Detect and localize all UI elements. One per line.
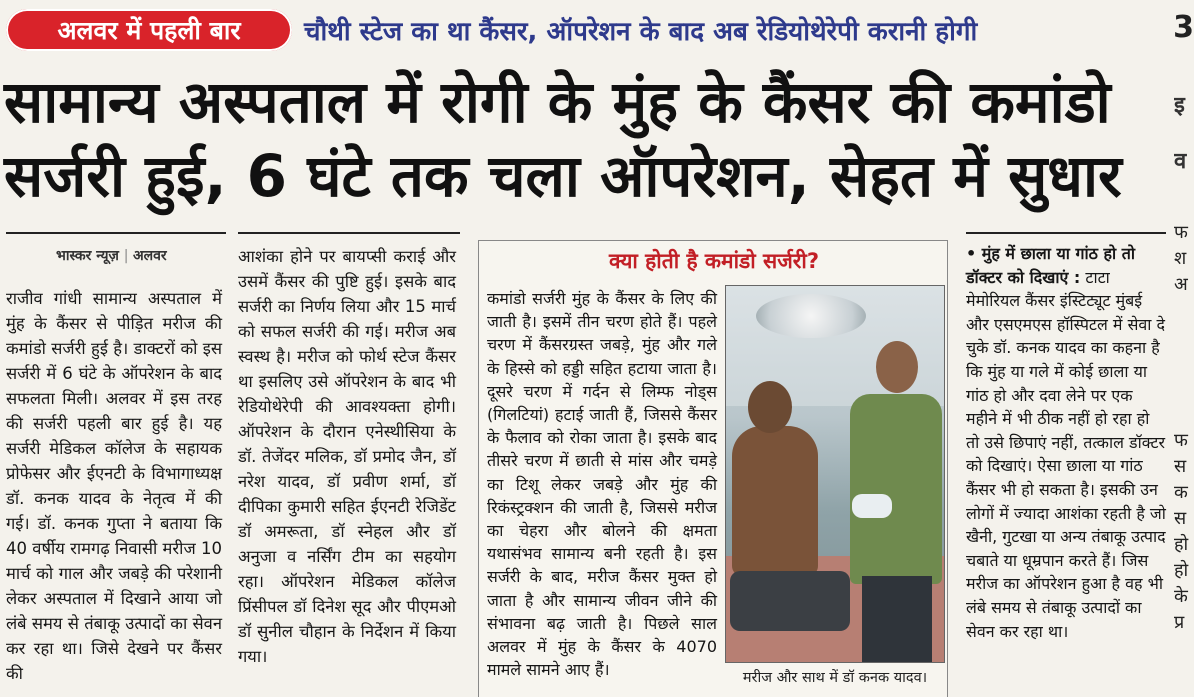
edge-fragment: हो (1174, 534, 1189, 555)
byline-agency: भास्कर न्यूज़ (56, 248, 119, 264)
edge-fragment (1174, 324, 1194, 350)
edge-fragment: फ (1174, 222, 1188, 243)
column-rule (966, 232, 1166, 234)
info-box-text: कमांडो सर्जरी मुंह के कैंसर के लिए की जाती है। इसमें तीन चरण होते हैं। पहले चरण में कैंसरग्रस्त जबड़े, मुंह और गले के हिस्से को हड्डी सहित हटाया जाता है। दूसरे चरण में गर्दन से लिम्फ नोड्स (गिलटियां) हटाई जाती हैं, जिससे कैंसर के फैलाव को रोका जाता है। इसके बाद तीसरे चरण में छाती से मांस और चमड़े का टिशू लेकर जबड़े और मुंह की रिकंस्ट्रक्शन की जाती है, जिससे मरीज का चेहरा और बोलने की क्षमता यथासंभव सामान्य बनी रहती है। इस सर्जरी के बाद, मरीज कैंसर मुक्त हो जाता है और सामान्य जीवन जीने की संभावना बढ़ जाती है। पिछले साल अलवर में मुंह के कैंसर के 4070 मामले सामने आए हैं। (487, 289, 717, 680)
patient-figure (732, 426, 818, 576)
main-headline (0, 66, 1170, 214)
article-column-1: राजीव गांधी सामान्य अस्पताल में मुंह के कैंसर से पीड़ित मरीज की कमांडो सर्जरी हुई है। डाक्टरों को इस सर्जरी में 6 घंटे के ऑपरेशन के बाद सफलता मिली। अलवर में इस तरह की सर्जरी पहली बार हुई है। यह सर्जरी मेडिकल कॉलेज के सहायक प्रोफेसर और ईएनटी के विभागाध्यक्ष डॉ. कनक यादव के नेतृत्व में की गई। डॉ. कनक गुप्ता ने बताया कि 40 वर्षीय रामगढ़ निवासी मरीज 10 मार्च को गाल और जबड़े की परेशानी लेकर अस्पताल में दिखाने आया जो लंबे समय से तंबाकू उत्पादों का सेवन कर रहा था। जिसे देखने पर कैंसर की (6, 289, 222, 683)
edge-fragment (1174, 298, 1194, 324)
info-box-title: क्या होती है कमांडो सर्जरी? (608, 249, 820, 273)
edge-fragment: के (1174, 586, 1188, 607)
edge-fragment: प्र (1174, 612, 1185, 633)
patient-doctor-photo (725, 285, 945, 663)
column-4-lead: • मुंह में छाला या गांठ हो तो डॉक्टर को दिखाएं : (966, 244, 1135, 287)
info-box (478, 240, 948, 697)
edge-fragment (1174, 376, 1194, 402)
edge-letter: व (1174, 149, 1187, 174)
edge-fragment: स (1174, 456, 1187, 477)
edge-fragment: अ (1174, 274, 1188, 295)
column-4-text: टाटा मेमोरियल कैंसर इंस्टिट्यूट मुंबई और एसएमएस हॉस्पिटल में सेवा दे चुके डॉ. कनक यादव का कहना है कि मुंह या गले में कोई छाला या गांठ हो और दवा लेने पर एक महीने में भी ठीक नहीं हो रहा हो तो उसे छिपाएं नहीं, तत्काल डॉक्टर को दिखाएं। ऐसा छाला या गांठ कैंसर भी हो सकता है। इसकी उन लोगों में ज्यादा आशंका रहती है जो खैनी, गुटखा या अन्य तंबाकू उत्पाद चबाते या धूम्रपान करते हैं। जिस मरीज का ऑपरेशन हुआ है वह भी लंबे समय से तंबाकू उत्पादों का सेवन कर रहा था। (966, 267, 1166, 641)
top-banner (0, 0, 1194, 62)
doctor-head (876, 341, 918, 393)
article-column-4 (966, 242, 1166, 643)
edge-fragment: श (1174, 248, 1187, 269)
photo-caption: मरीज और साथ में डॉ कनक यादव। (742, 670, 928, 686)
article-column-2: आशंका होने पर बायप्सी कराई और उसमें कैंसर की पुष्टि हुई। इसके बाद सर्जरी का निर्णय लिया और 15 मार्च को सफल सर्जरी की गई। मरीज अब स्वस्थ है। मरीज को फोर्थ स्टेज कैंसर था इसलिए उसे ऑपरेशन के बाद भी रेडियोथेरेपी की आवश्यक्ता होगी। ऑपरेशन के दौरान एनेस्थीसिया के डॉ. तेजेंदर मलिक, डॉ प्रमोद जैन, डॉ नरेश यादव, डॉ प्रवीण शर्मा, डॉ दीपिका कुमारी सहित ईएनटी रेजिडेंट डॉ अमरूता, डॉ स्नेहल और डॉ अनुजा व नर्सिंग टीम का सहयोग रहा। ऑपरेशन मेडिकल कॉलेज प्रिंसीपल डॉ दिनेश सूद और पीएमओ डॉ सुनील चौहान के निर्देशन में किया गया। (238, 247, 456, 666)
column-rule (6, 232, 226, 234)
edge-fragment (1174, 350, 1194, 376)
edge-fragment: फ (1174, 430, 1188, 451)
surgical-lamp (756, 294, 866, 338)
byline (56, 246, 167, 265)
kicker-headline: चौथी स्टेज का था कैंसर, ऑपरेशन के बाद अब रेडियोथेरेपी करानी होगी (304, 17, 978, 47)
edge-fragment: हो (1174, 560, 1189, 581)
edge-fragment: क (1174, 482, 1188, 503)
section-tag: अलवर में पहली बार (6, 9, 292, 51)
adjacent-headline-edge (1174, 78, 1194, 190)
edge-letter: इ (1174, 93, 1185, 118)
byline-place: अलवर (132, 248, 167, 264)
adjacent-column-edge (1174, 220, 1194, 636)
edge-fragment (1174, 402, 1194, 428)
headline-line-1: सामान्य अस्पताल में रोगी के मुंह के कैंसर की कमांडो (4, 68, 1111, 136)
column-rule (238, 232, 460, 234)
edge-fragment: स (1174, 508, 1187, 529)
patient-head (748, 381, 792, 433)
byline-separator: | (123, 248, 133, 264)
adjacent-article-edge: 3 (1173, 10, 1194, 45)
gloved-hands (852, 494, 892, 518)
headline-line-2: सर्जरी हुई, 6 घंटे तक चला ऑपरेशन, सेहत में सुधार (4, 142, 1122, 210)
doctor-figure (850, 394, 942, 584)
